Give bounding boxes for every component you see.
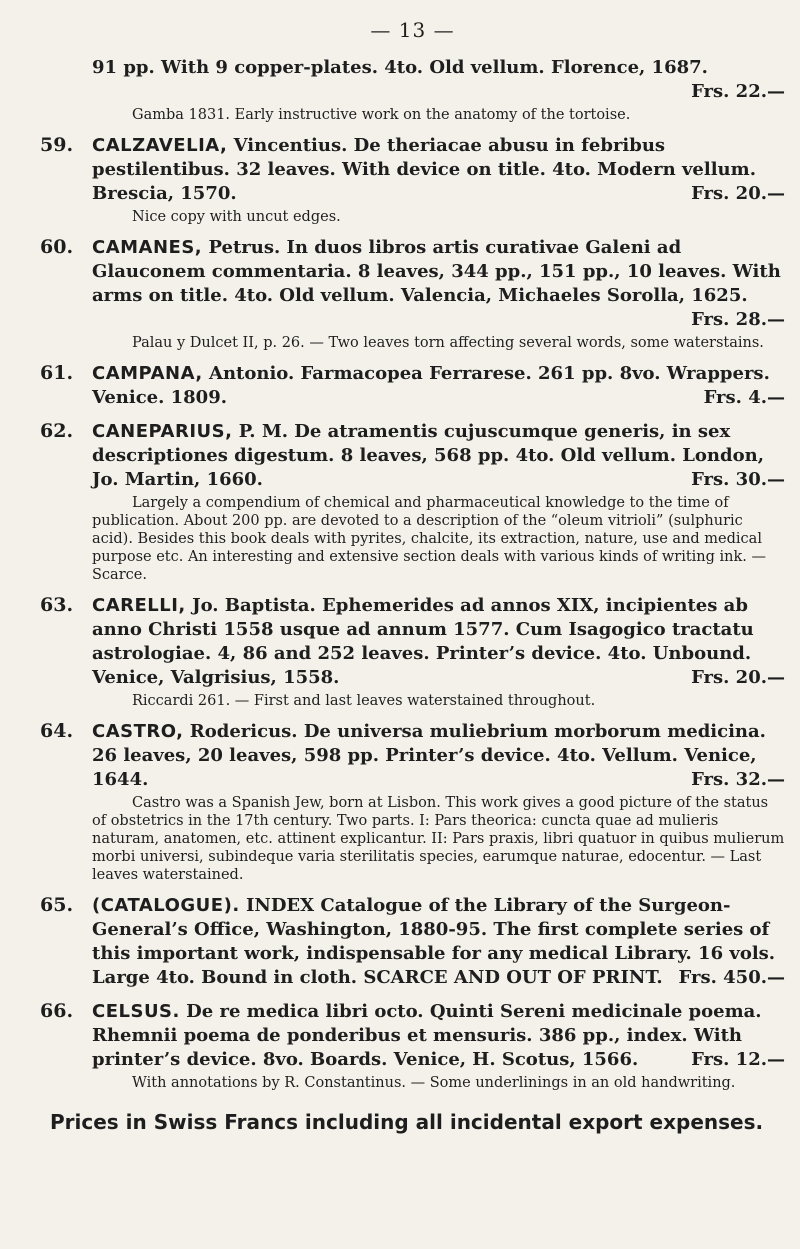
footer-note: Prices in Swiss Francs including all incidental export expenses. <box>50 1110 764 1134</box>
entry-author: CANEPARIUS, <box>92 421 233 442</box>
entry-description: De re medica libri octo. Quinti Sereni medicinale poema. Rhemnii poema de ponderibus et mensuris. 386 pp., index. With printer’s device. 8vo. Boards. Venice, H. Scotus, 1566. <box>92 1001 762 1070</box>
entry-main <box>92 594 785 690</box>
entry-description: Petrus. In duos libros artis curativae Galeni ad Glauconem commentaria. 8 leaves, 344 pp., 151 pp., 10 leaves. With arms on title. 4to. Old vellum. Valencia, Michaeles Sorolla, 1625. <box>92 237 781 306</box>
entry-description: INDEX Catalogue of the Library of the Surgeon-General’s Office, Washington, 1880-95. The first complete series of this important work, indispensable for any medical Library. 16 vols. Large 4to. Bound in cloth. SCARCE AND OUT OF PRINT. <box>92 895 776 988</box>
catalogue-entry <box>40 894 785 990</box>
page-number: — 13 — <box>370 18 455 42</box>
entry-number: 62. <box>40 420 74 442</box>
continued-entry-text <box>92 56 785 104</box>
entry-main <box>92 894 785 990</box>
entry-author: CASTRO, <box>92 721 184 742</box>
entry-main <box>92 1000 785 1072</box>
continued-entry-description: 91 pp. With 9 copper-plates. 4to. Old vellum. Florence, 1687. <box>92 57 708 78</box>
catalogue-entry <box>40 720 785 884</box>
entry-price: Frs. 32.— <box>691 769 785 790</box>
entry-number: 60. <box>40 236 74 258</box>
entry-price: Frs. 4.— <box>703 387 785 408</box>
catalogue-entry <box>40 362 785 410</box>
entry-number: 66. <box>40 1000 74 1022</box>
entry-note: With annotations by R. Constantinus. — Some underlinings in an old handwriting. <box>132 1075 736 1091</box>
entry-price: Frs. 12.— <box>691 1049 785 1070</box>
catalogue-page <box>40 18 785 1134</box>
catalogue-entry <box>40 236 785 352</box>
entry-note: Riccardi 261. — First and last leaves waterstained throughout. <box>132 693 596 709</box>
entry-note: Palau y Dulcet II, p. 26. — Two leaves torn affecting several words, some waterstains. <box>132 335 764 351</box>
entry-note: Nice copy with uncut edges. <box>132 209 341 225</box>
continued-entry-note: Gamba 1831. Early instructive work on the anatomy of the tortoise. <box>132 107 631 123</box>
entry-main <box>92 420 785 492</box>
entry-list <box>40 134 785 1092</box>
entry-number: 63. <box>40 594 74 616</box>
entry-author: CAMANES, <box>92 237 203 258</box>
entry-author: CAMPANA, <box>92 363 203 384</box>
entry-price: Frs. 30.— <box>691 469 785 490</box>
entry-author: CALZAVELIA, <box>92 135 228 156</box>
entry-note: Castro was a Spanish Jew, born at Lisbon. This work gives a good picture of the status of obstetrics in the 17th century. Two parts. I: Pars theorica: cuncta quae ad mulieris naturam, anatomen, etc. attinent explicantur. II: Pars praxis, libri quatuor in quibus mulierum morbi universi, subindeque varia sterilitatis species, earumque naturae, edocentur. — Last leaves waterstained. <box>92 795 785 883</box>
entry-note: Largely a compendium of chemical and pharmaceutical knowledge to the time of publication. About 200 pp. are devoted to a description of the “oleum vitrioli” (sulphuric acid). Besides this book deals with pyrites, chalcite, its extraction, nature, use and medical purpose etc. An interesting and extensive section deals with various kinds of writing ink. — Scarce. <box>92 495 767 583</box>
entry-author: CELSUS. <box>92 1001 180 1022</box>
entry-number: 65. <box>40 894 74 916</box>
catalogue-entry <box>40 1000 785 1092</box>
entry-author: CARELLI, <box>92 595 186 616</box>
catalogue-entry <box>40 134 785 226</box>
continued-entry <box>40 56 785 124</box>
entry-author: (CATALOGUE). <box>92 895 240 916</box>
entry-description: Vincentius. De theriacae abusu in febribus pestilentibus. 32 leaves. With device on title. 4to. Modern vellum. Brescia, 1570. <box>92 135 756 204</box>
entry-price: Frs. 20.— <box>691 183 785 204</box>
catalogue-entry <box>40 420 785 584</box>
entry-number: 64. <box>40 720 74 742</box>
entry-main <box>92 720 785 792</box>
entry-main <box>92 362 785 410</box>
entry-price: Frs. 20.— <box>691 667 785 688</box>
entry-description: Jo. Baptista. Ephemerides ad annos XIX, incipientes ab anno Christi 1558 usque ad annum 1577. Cum Isagogico tractatu astrologiae. 4, 86 and 252 leaves. Printer’s device. 4to. Unbound. Venice, Valgrisius, 1558. <box>92 595 754 688</box>
entry-main <box>92 236 785 332</box>
catalogue-entry <box>40 594 785 710</box>
entry-description: P. M. De atramentis cujuscumque generis, in sex descriptiones digestum. 8 leaves, 568 pp. 4to. Old vellum. London, Jo. Martin, 1660. <box>92 421 764 490</box>
entry-price: Frs. 28.— <box>691 309 785 330</box>
entry-main <box>92 134 785 206</box>
entry-number: 59. <box>40 134 74 156</box>
entry-price: Frs. 450.— <box>678 967 785 988</box>
entry-description: Antonio. Farmacopea Ferrarese. 261 pp. 8vo. Wrappers. Venice. 1809. <box>92 363 770 408</box>
entry-number: 61. <box>40 362 74 384</box>
entry-description: Rodericus. De universa muliebrium morborum medicina. 26 leaves, 20 leaves, 598 pp. Printer’s device. 4to. Vellum. Venice, 1644. <box>92 721 766 790</box>
continued-entry-price: Frs. 22.— <box>691 81 785 102</box>
